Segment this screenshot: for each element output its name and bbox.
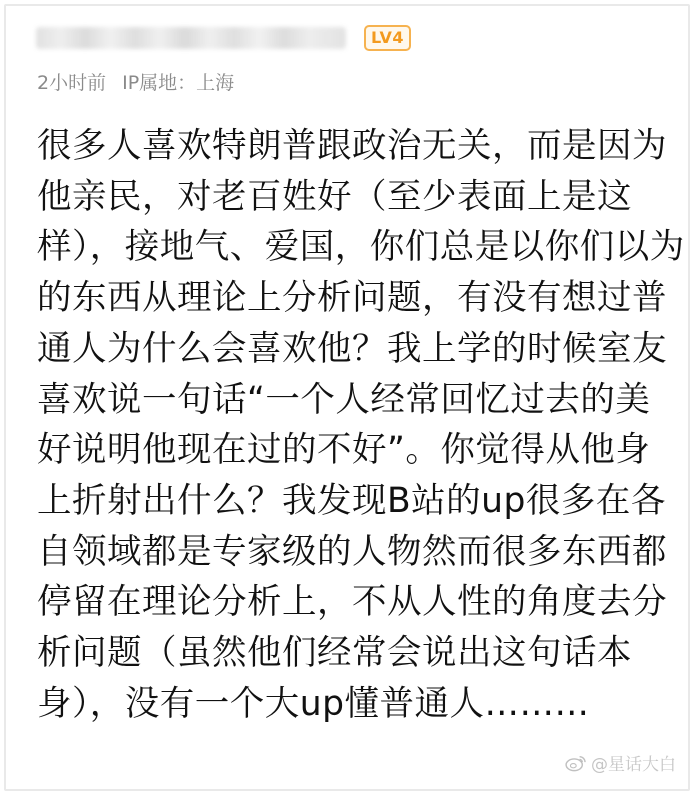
comment-text: 很多人喜欢特朗普跟政治无关，而是因为他亲民，对老百姓好（至少表面上是这样），接地气、爱国，你们总是以你们以为的东西从理论上分析问题，有没有想过普通人为什么会喜欢他？我上学的时候室友喜欢说一句话“一个人经常回忆过去的美好说明他现在过的不好”。你觉得从他身上折射出什么？我发现B站的up很多在各自领域都是专家级的人物然而很多东西都停留在理论分析上，不从人性的角度去分析问题（虽然他们经常会说出这句话本身），没有一个大up懂普通人……… [37, 126, 685, 724]
comment-card [4, 4, 690, 791]
comment-meta [37, 68, 234, 95]
comment-header [36, 20, 411, 56]
ip-location: IP属地：上海 [122, 72, 235, 94]
username-redacted[interactable] [36, 27, 346, 49]
weibo-icon [565, 754, 587, 772]
watermark-text: @星话大白 [591, 755, 676, 775]
watermark [565, 750, 676, 775]
post-time: 2小时前 [37, 72, 107, 94]
level-badge: LV4 [364, 25, 411, 51]
